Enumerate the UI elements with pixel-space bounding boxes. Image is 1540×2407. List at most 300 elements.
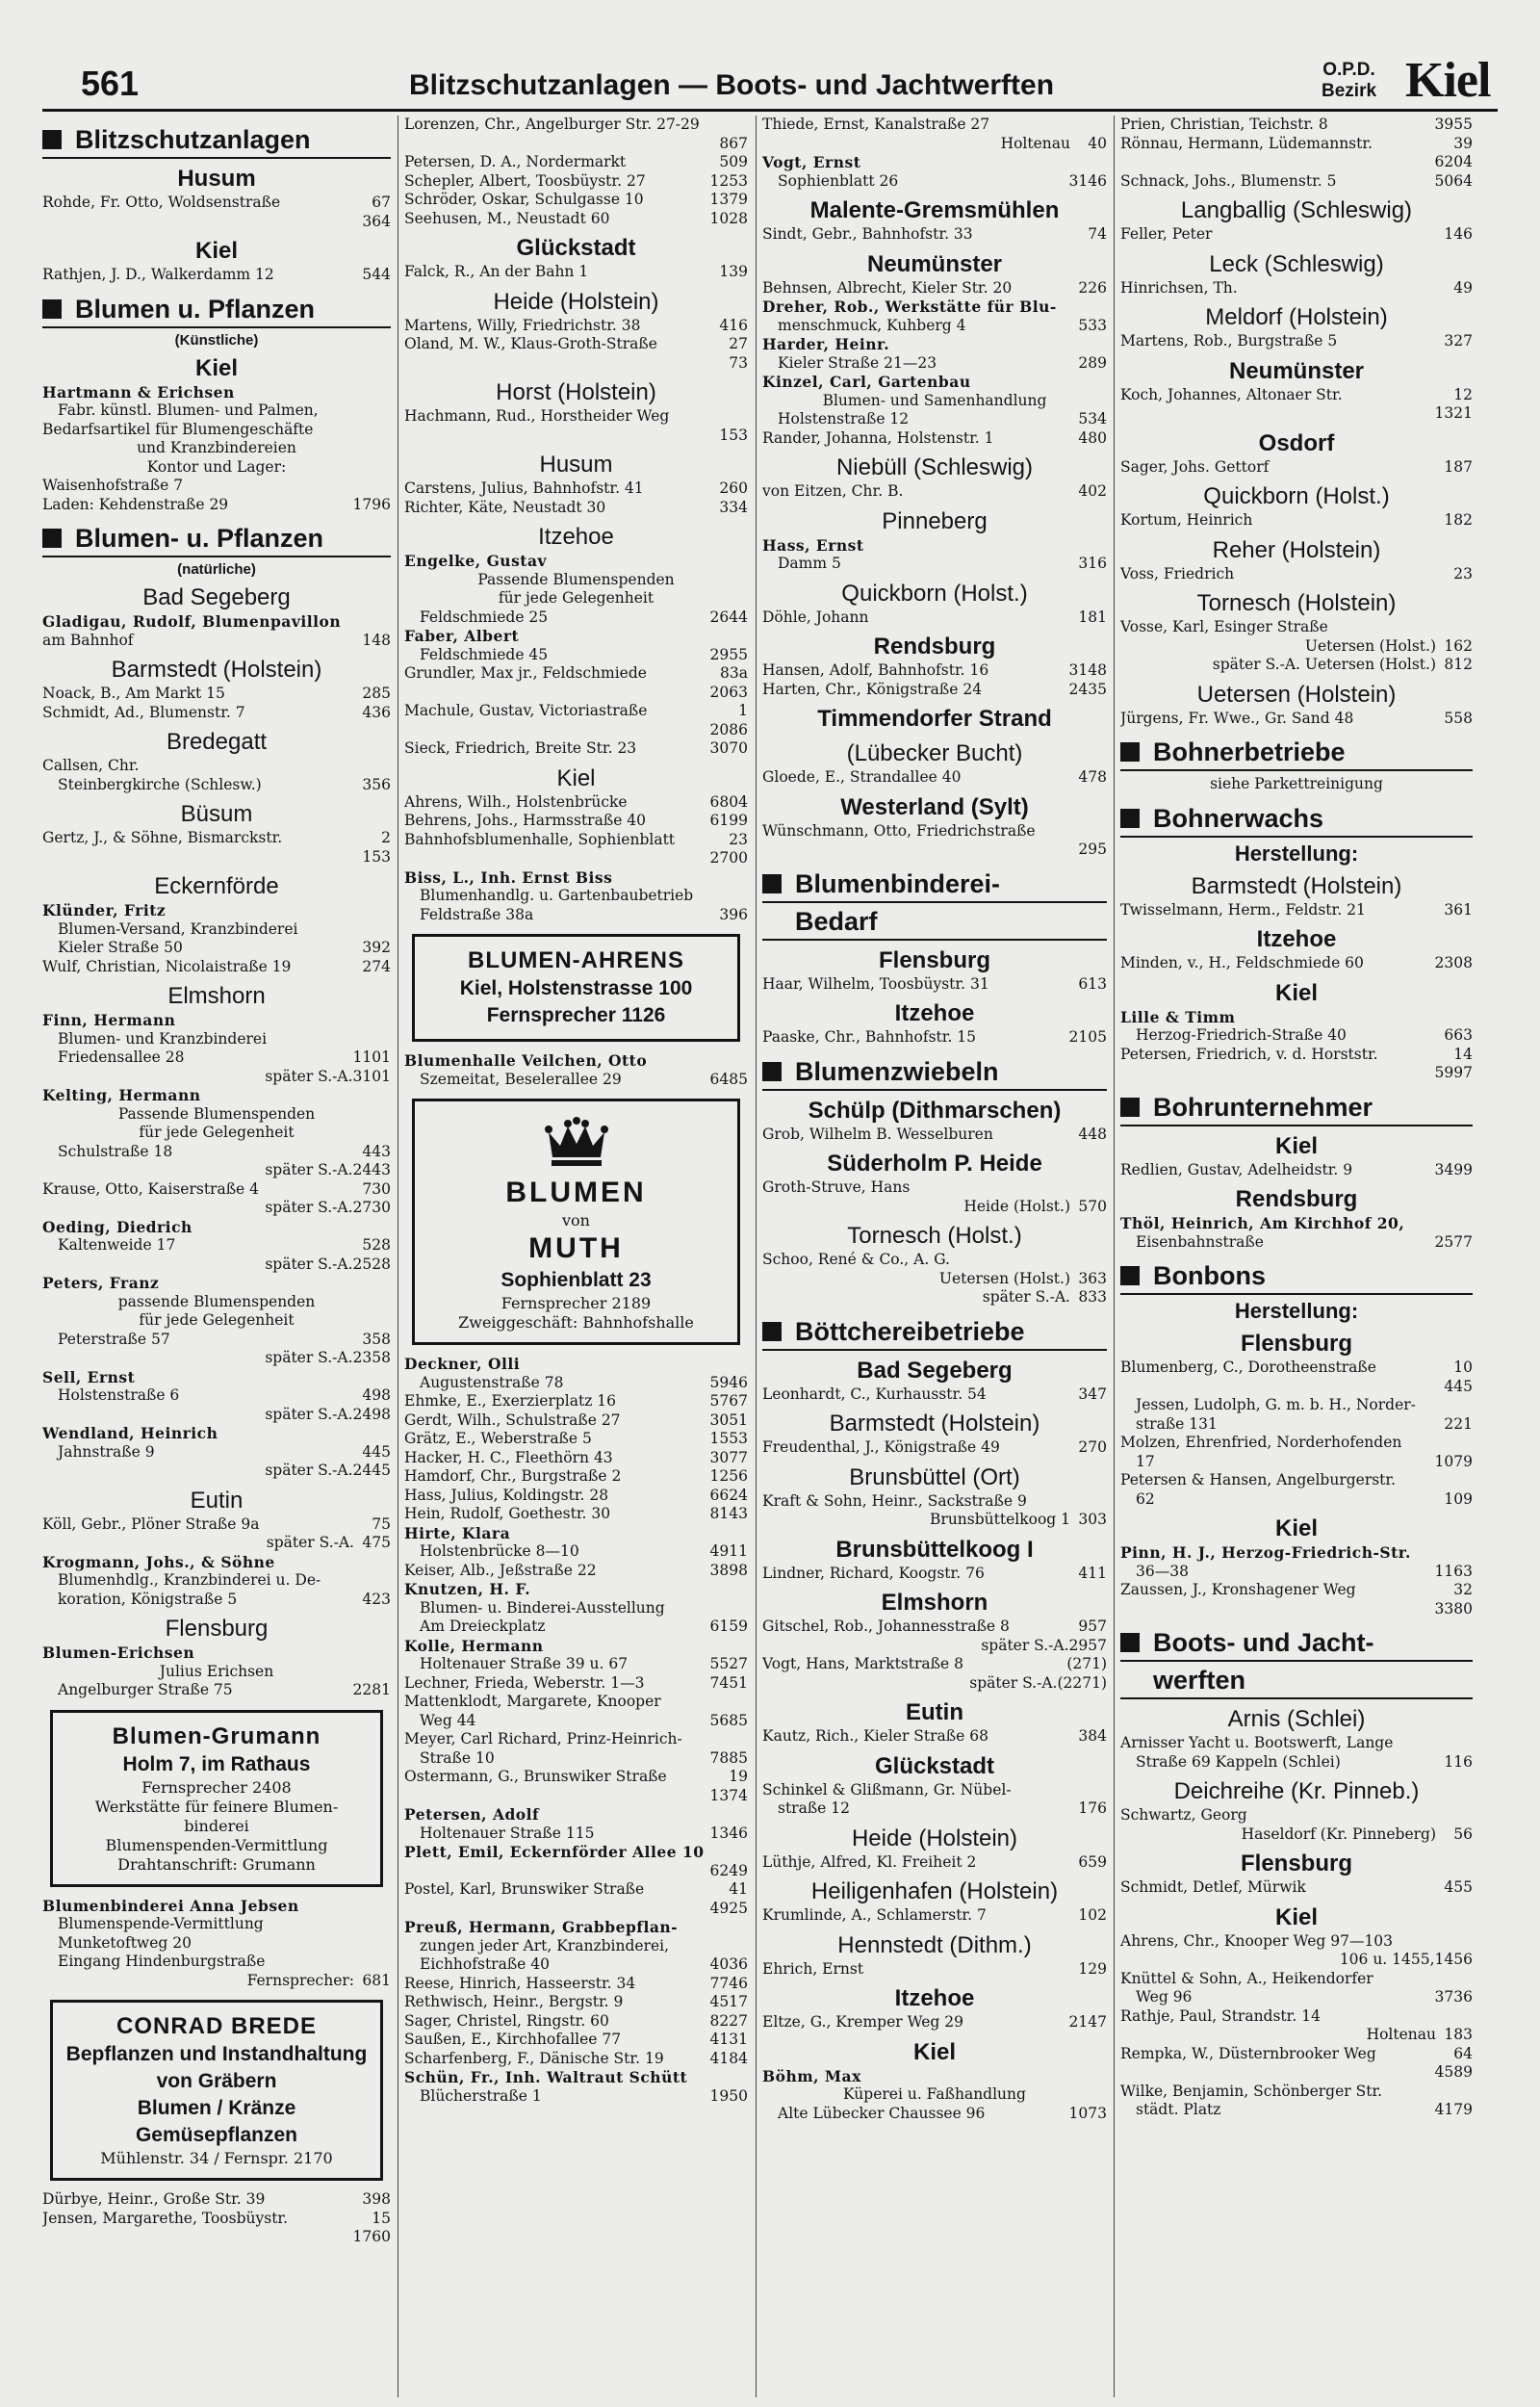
phone-number: 73 bbox=[729, 353, 748, 372]
column-divider bbox=[1114, 116, 1115, 2397]
town-heading: Reher (Holstein) bbox=[1212, 536, 1381, 563]
listing-line bbox=[1120, 1988, 1473, 2007]
phone-number: 4517 bbox=[709, 1993, 748, 2010]
listing-line bbox=[404, 1975, 748, 1994]
listing-line bbox=[1120, 1563, 1473, 1582]
listing-text: Blumenspende-Vermittlung bbox=[58, 1915, 264, 1932]
town-heading: Elmshorn bbox=[167, 983, 266, 1009]
listing-text: Rathje, Paul, Strandstr. 14 bbox=[1120, 2006, 1321, 2025]
listing-text: Sager, Johs. Gettorf bbox=[1120, 457, 1270, 476]
phone-number: 443 bbox=[362, 1142, 391, 1160]
listing-line bbox=[404, 210, 748, 229]
phone-number: 41 bbox=[729, 1880, 748, 1898]
ad-line: Gemüsepflanzen bbox=[135, 2124, 298, 2146]
listing-line bbox=[42, 1199, 391, 1218]
listing-line bbox=[42, 1218, 391, 1237]
phone-number: 270 bbox=[1078, 1438, 1107, 1456]
listing-line bbox=[762, 172, 1107, 192]
listing-line bbox=[404, 2050, 748, 2069]
phone-number: 40 bbox=[1088, 134, 1107, 152]
phone-number: 67 bbox=[372, 194, 391, 211]
section-title: Bohnerbetriebe bbox=[1153, 738, 1346, 766]
listing-line bbox=[1120, 565, 1473, 584]
listing-line bbox=[762, 1198, 1107, 1217]
listing-line bbox=[404, 1487, 748, 1506]
listing-line bbox=[762, 1637, 1107, 1656]
listing-line bbox=[42, 1236, 391, 1255]
listing-line bbox=[42, 704, 391, 723]
phone-number: 129 bbox=[1078, 1959, 1107, 1978]
listing-line bbox=[42, 1424, 391, 1443]
listing-text: Kontor und Lager: bbox=[146, 457, 287, 476]
town-heading: Eutin bbox=[906, 1699, 963, 1725]
listing-line bbox=[1120, 637, 1473, 657]
listing-line bbox=[762, 1270, 1107, 1289]
phone-number: 1079 bbox=[1434, 1452, 1473, 1470]
listing-line bbox=[1120, 1434, 1473, 1453]
town-heading: Eutin bbox=[190, 1487, 244, 1514]
listing-text: Martens, Willy, Friedrichstr. 38 bbox=[404, 316, 641, 334]
phone-number: 75 bbox=[372, 1514, 391, 1533]
phone-number: 316 bbox=[1078, 555, 1107, 572]
listing-line bbox=[1120, 172, 1473, 192]
phone-number: 3380 bbox=[1434, 1599, 1473, 1618]
ad-line: Zweiggeschäft: Bahnhofshalle bbox=[458, 1313, 694, 1332]
phone-number: 5997 bbox=[1434, 1064, 1473, 1081]
phone-number: 5527 bbox=[709, 1655, 748, 1672]
phone-number: 303 bbox=[1078, 1511, 1107, 1528]
listing-line bbox=[42, 496, 391, 515]
listing-text: Feldschmiede 25 bbox=[420, 608, 549, 626]
listing-text: Engelke, Gustav bbox=[404, 552, 548, 570]
listing-text: Postel, Karl, Brunswiker Straße bbox=[404, 1880, 645, 1898]
listing-text: Kelting, Hermann bbox=[42, 1086, 201, 1104]
listing-line bbox=[1120, 2083, 1473, 2102]
listing-line bbox=[1120, 1600, 1473, 1619]
town-heading: Glückstadt bbox=[874, 1752, 995, 1779]
town-heading: Arnis (Schlei) bbox=[1227, 1706, 1366, 1732]
listing-text: Biss, L., Inh. Ernst Biss bbox=[404, 867, 613, 887]
listing-line bbox=[42, 1591, 391, 1610]
listing-text: Freudenthal, J., Königstraße 49 bbox=[762, 1438, 1000, 1456]
listing-line bbox=[42, 757, 391, 776]
listing-line bbox=[762, 1385, 1107, 1405]
listing-line bbox=[762, 482, 1107, 502]
phone-number: 2577 bbox=[1434, 1232, 1473, 1251]
listing-text: Ahrens, Wilh., Holstenbrücke bbox=[404, 792, 628, 811]
listing-text: Feldschmiede 45 bbox=[420, 645, 549, 663]
listing-text: Schoo, René & Co., A. G. bbox=[762, 1251, 950, 1268]
listing-line bbox=[1120, 710, 1473, 729]
listing-line bbox=[1120, 511, 1473, 531]
phone-number: 74 bbox=[1088, 225, 1107, 243]
listing-text: später S.-A. bbox=[265, 1199, 353, 1216]
phone-number: 5767 bbox=[709, 1392, 748, 1410]
ad-line: MUTH bbox=[528, 1232, 624, 1264]
listing-line bbox=[762, 681, 1107, 700]
listing-line bbox=[762, 279, 1107, 298]
phone-number: 64 bbox=[1453, 2044, 1473, 2062]
town-heading: Flensburg bbox=[878, 946, 990, 973]
listing-text: Augustenstraße 78 bbox=[420, 1373, 564, 1391]
listing-line bbox=[1120, 656, 1473, 675]
listing-text: Schün, Fr., Inh. Waltraut Schütt bbox=[404, 2068, 688, 2086]
phone-number: 10 bbox=[1453, 1359, 1473, 1376]
phone-number: 480 bbox=[1078, 428, 1107, 447]
phone-number: 1073 bbox=[1068, 2104, 1107, 2122]
listing-text: Gladigau, Rudolf, Blumenpavillon bbox=[42, 612, 342, 631]
phone-number: 475 bbox=[362, 1534, 391, 1551]
listing-line bbox=[762, 2105, 1107, 2124]
listing-text: Sieck, Friedrich, Breite Str. 23 bbox=[404, 739, 637, 757]
section-title: Blumenbinderei- bbox=[795, 868, 1001, 898]
phone-number: 102 bbox=[1078, 1906, 1107, 1924]
section-marker-icon bbox=[1120, 1266, 1140, 1285]
town-heading: Husum bbox=[539, 452, 613, 478]
listing-line bbox=[404, 1524, 748, 1543]
phone-number: 23 bbox=[729, 830, 748, 848]
listing-line bbox=[42, 1462, 391, 1481]
listing-line bbox=[404, 135, 748, 154]
running-title: Blitzschutzanlagen — Boots- und Jachtwerften bbox=[409, 69, 1055, 101]
listing-text: Damm 5 bbox=[778, 555, 841, 572]
listing-line bbox=[404, 887, 748, 906]
phone-number: 3146 bbox=[1068, 171, 1107, 190]
section-heading bbox=[762, 869, 1107, 903]
section-heading bbox=[1120, 738, 1473, 771]
phone-number: 3499 bbox=[1434, 1160, 1473, 1178]
listing-line bbox=[42, 383, 391, 402]
phone-number: 3077 bbox=[709, 1448, 748, 1466]
phone-number: 6485 bbox=[709, 1070, 748, 1088]
phone-number: 6204 bbox=[1434, 153, 1473, 170]
listing-line bbox=[1120, 2045, 1473, 2064]
ad-line: BLUMEN bbox=[505, 1177, 647, 1208]
phone-number: 423 bbox=[362, 1590, 391, 1608]
phone-number: 445 bbox=[1444, 1377, 1473, 1395]
phone-number: 260 bbox=[719, 479, 748, 497]
listing-line bbox=[404, 702, 748, 721]
listing-text: Heide (Holst.) bbox=[963, 1197, 1070, 1215]
listing-text: Munketoftweg 20 bbox=[58, 1933, 192, 1952]
phone-number: 347 bbox=[1078, 1385, 1107, 1403]
listing-line bbox=[1120, 225, 1473, 245]
listing-text: Schmidt, Detlef, Mürwik bbox=[1120, 1878, 1306, 1896]
ad-line: Bepflanzen und Instandhaltung bbox=[65, 2043, 368, 2065]
town-heading: Glückstadt bbox=[516, 235, 636, 261]
listing-text: später S.-A. bbox=[265, 1255, 353, 1273]
phone-number: 2443 bbox=[352, 1161, 391, 1178]
listing-line bbox=[42, 1571, 391, 1591]
listing-text: Knutzen, H. F. bbox=[404, 1580, 531, 1598]
listing-line bbox=[42, 1915, 391, 1934]
listing-text: Knüttel & Sohn, A., Heikendorfer bbox=[1120, 1969, 1373, 1987]
listing-line bbox=[1120, 1753, 1473, 1773]
listing-text: Minden, v., H., Feldschmiede 60 bbox=[1120, 954, 1364, 971]
listing-line bbox=[404, 571, 748, 590]
listing-text: Behrens, Johs., Harmsstraße 40 bbox=[404, 812, 647, 829]
listing-text: Friedensallee 28 bbox=[58, 1048, 185, 1066]
listing-text: Gertz, J., & Söhne, Bismarckstr. bbox=[42, 829, 283, 846]
phone-number: 2358 bbox=[352, 1349, 391, 1366]
town-heading: Flensburg bbox=[1240, 1331, 1352, 1357]
listing-text: Hartmann & Erichsen bbox=[42, 382, 235, 401]
listing-line bbox=[1120, 1825, 1473, 1845]
phone-number: 528 bbox=[362, 1236, 391, 1254]
listing-line bbox=[42, 1515, 391, 1535]
phone-number: 226 bbox=[1078, 278, 1107, 297]
listing-line bbox=[762, 1655, 1107, 1674]
listing-text: Feldstraße 38a bbox=[420, 905, 534, 923]
listing-line bbox=[42, 1663, 391, 1682]
phone-number: 8227 bbox=[709, 2011, 748, 2030]
listing-line bbox=[1120, 1490, 1473, 1510]
listing-line bbox=[42, 1124, 391, 1143]
section-marker-icon bbox=[762, 874, 782, 893]
listing-text: Wünschmann, Otto, Friedrichstraße bbox=[762, 821, 1036, 840]
phone-number: 361 bbox=[1444, 900, 1473, 919]
listing-line bbox=[404, 263, 748, 282]
column-divider bbox=[756, 116, 757, 2397]
subsection-heading: Herstellung: bbox=[1234, 841, 1359, 866]
phone-number: 730 bbox=[362, 1179, 391, 1198]
listing-line bbox=[42, 848, 391, 867]
listing-line bbox=[42, 1386, 391, 1406]
phone-number: 364 bbox=[362, 212, 391, 230]
listing-text: Falck, R., An der Bahn 1 bbox=[404, 263, 589, 280]
phone-number: 3955 bbox=[1434, 116, 1473, 133]
town-heading: Tornesch (Holstein) bbox=[1196, 590, 1397, 616]
listing-text: Deckner, Olli bbox=[404, 1355, 521, 1373]
listing-line bbox=[42, 1143, 391, 1162]
listing-text: Ehmke, E., Exerzierplatz 16 bbox=[404, 1392, 617, 1410]
listing-line bbox=[762, 2013, 1107, 2032]
listing-line bbox=[762, 608, 1107, 628]
listing-line bbox=[42, 612, 391, 632]
section-marker-icon bbox=[42, 299, 62, 319]
listing-line bbox=[1120, 2063, 1473, 2083]
town-heading: Quickborn (Holst.) bbox=[1203, 483, 1390, 509]
listing-line bbox=[1120, 1453, 1473, 1472]
listing-line bbox=[404, 427, 748, 446]
phone-number: 812 bbox=[1444, 656, 1473, 673]
listing-text: Vogt, Hans, Marktstraße 8 bbox=[762, 1655, 963, 1672]
phone-number: 6624 bbox=[709, 1486, 748, 1504]
phone-number: 2105 bbox=[1068, 1028, 1107, 1046]
phone-number: 5064 bbox=[1434, 171, 1473, 190]
phone-number: 23 bbox=[1453, 564, 1473, 582]
listing-line bbox=[42, 901, 391, 920]
listing-text: Lüthje, Alfred, Kl. Freiheit 2 bbox=[762, 1852, 977, 1871]
listing-text: Blumenbinderei Anna Jebsen bbox=[42, 1896, 299, 1915]
listing-line bbox=[762, 1438, 1107, 1458]
phone-number: 1456 bbox=[1434, 1951, 1473, 1968]
listing-text: Saußen, E., Kirchhofallee 77 bbox=[404, 2031, 622, 2048]
listing-text: Jürgens, Fr. Wwe., Gr. Sand 48 bbox=[1120, 709, 1354, 727]
listing-text: Gitschel, Rob., Johannesstraße 8 bbox=[762, 1618, 1010, 1635]
ad-line: Sophienblatt 23 bbox=[500, 1269, 652, 1291]
listing-line bbox=[42, 477, 391, 496]
advertisement-box bbox=[50, 1710, 383, 1887]
phone-number: 3070 bbox=[709, 739, 748, 757]
listing-text: Finn, Hermann bbox=[42, 1011, 176, 1029]
town-heading: Tornesch (Holst.) bbox=[847, 1223, 1022, 1249]
town-heading: Meldorf (Holstein) bbox=[1205, 304, 1388, 330]
listing-text: Julius Erichsen bbox=[159, 1662, 274, 1680]
town-heading: Itzehoe bbox=[538, 524, 614, 550]
listing-text: später S.-A. bbox=[981, 1636, 1069, 1654]
listing-text: Sager, Christel, Ringstr. 60 bbox=[404, 2011, 609, 2030]
ad-line: von Gräbern bbox=[156, 2070, 277, 2092]
phone-number: 867 bbox=[719, 134, 748, 152]
phone-number: 1256 bbox=[709, 1467, 748, 1485]
listing-text: Kolle, Hermann bbox=[404, 1636, 544, 1655]
listing-text: Koch, Johannes, Altonaer Str. bbox=[1120, 385, 1343, 403]
listing-line bbox=[42, 2190, 391, 2210]
listing-line bbox=[762, 116, 1107, 135]
town-heading: Kiel bbox=[1274, 1515, 1318, 1541]
phone-number: 182 bbox=[1444, 511, 1473, 529]
listing-line bbox=[762, 1727, 1107, 1747]
listing-line bbox=[762, 392, 1107, 411]
listing-line bbox=[1120, 404, 1473, 424]
phone-number: 56 bbox=[1453, 1825, 1473, 1843]
listing-text: Blumenhalle Veilchen, Otto bbox=[404, 1051, 648, 1070]
listing-text: Holstenstraße 6 bbox=[58, 1386, 180, 1404]
listing-line bbox=[1120, 1396, 1473, 1415]
listing-line bbox=[404, 1449, 748, 1468]
phone-number: 2281 bbox=[352, 1681, 391, 1698]
listing-text: Schnack, Johs., Blumenstr. 5 bbox=[1120, 171, 1337, 190]
phone-number: 1553 bbox=[709, 1430, 748, 1447]
listing-text: Voss, Friedrich bbox=[1120, 564, 1235, 582]
listing-text: Sophienblatt 26 bbox=[778, 171, 899, 190]
listing-text: Blumen- und Samenhandlung bbox=[822, 391, 1047, 409]
listing-line bbox=[404, 1862, 748, 1881]
town-heading: Hennstedt (Dithm.) bbox=[837, 1931, 1032, 1958]
listing-line bbox=[42, 1311, 391, 1331]
listing-text: später S.-A. bbox=[265, 1462, 353, 1479]
listing-text: Krogmann, Johs., & Söhne bbox=[42, 1552, 275, 1571]
phone-number: 7451 bbox=[709, 1673, 748, 1692]
region-name: Kiel bbox=[1405, 53, 1491, 108]
listing-text: Holtenauer Straße 115 bbox=[420, 1824, 595, 1842]
phone-number: 148 bbox=[362, 631, 391, 649]
listing-line bbox=[404, 116, 748, 135]
town-heading: Brunsbüttelkoog I bbox=[835, 1536, 1034, 1563]
listing-text: Hirte, Klara bbox=[404, 1523, 511, 1542]
listing-line bbox=[42, 266, 391, 285]
listing-line bbox=[42, 439, 391, 458]
phone-number: 392 bbox=[362, 939, 391, 956]
phone-number: 1760 bbox=[352, 2228, 391, 2245]
phone-number: 2 bbox=[381, 829, 391, 846]
listing-line bbox=[404, 1355, 748, 1374]
phone-number: 83a bbox=[720, 664, 748, 682]
listing-text: Kieler Straße 21—23 bbox=[778, 353, 937, 372]
listing-text: Oeding, Diedrich bbox=[42, 1217, 192, 1236]
listing-line bbox=[404, 627, 748, 646]
listing-text: Hinrichsen, Th. bbox=[1120, 278, 1238, 297]
listing-text: Petersen, Adolf bbox=[404, 1805, 540, 1824]
listing-line bbox=[404, 1071, 748, 1090]
listing-line bbox=[1120, 458, 1473, 478]
phone-number: 6804 bbox=[709, 792, 748, 811]
phone-number: 27 bbox=[729, 335, 748, 352]
phone-number: 570 bbox=[1078, 1197, 1107, 1215]
ad-line: Holm 7, im Rathaus bbox=[122, 1752, 311, 1775]
section-marker-icon bbox=[42, 130, 62, 149]
town-heading: Heide (Holstein) bbox=[851, 1825, 1018, 1851]
listing-text: Hacker, H. C., Fleethörn 43 bbox=[404, 1448, 613, 1466]
listing-line bbox=[1120, 135, 1473, 154]
phone-number: 398 bbox=[362, 2190, 391, 2208]
phone-number: 4925 bbox=[709, 1899, 748, 1917]
phone-number: 478 bbox=[1078, 768, 1107, 786]
listing-line bbox=[42, 632, 391, 651]
phone-number: 833 bbox=[1078, 1288, 1107, 1306]
listing-line bbox=[42, 1443, 391, 1462]
section-heading bbox=[42, 125, 391, 159]
listing-text: Weg 44 bbox=[420, 1711, 476, 1729]
listing-text: Preuß, Hermann, Grabbepflan- bbox=[404, 1918, 679, 1936]
listing-line bbox=[404, 1674, 748, 1694]
column-3 bbox=[762, 116, 1107, 2397]
town-heading: Kiel bbox=[912, 2038, 956, 2065]
listing-text: Angelburger Straße 75 bbox=[58, 1681, 233, 1698]
listing-line bbox=[404, 335, 748, 354]
listing-line bbox=[42, 213, 391, 232]
listing-text: Lindner, Richard, Koogstr. 76 bbox=[762, 1564, 985, 1582]
listing-line bbox=[404, 1467, 748, 1487]
phone-number: 663 bbox=[1444, 1026, 1473, 1044]
listing-text: Peters, Franz bbox=[42, 1274, 160, 1292]
listing-line bbox=[1120, 1161, 1473, 1180]
listing-text: Küperei u. Faßhandlung bbox=[843, 2085, 1026, 2103]
phone-number: 153 bbox=[362, 847, 391, 866]
listing-line bbox=[1120, 1233, 1473, 1253]
phone-number: 4911 bbox=[709, 1542, 748, 1560]
listing-text: Uetersen (Holst.) bbox=[938, 1269, 1070, 1287]
listing-text: Jensen, Margarethe, Toosbüystr. bbox=[42, 2209, 289, 2227]
phone-number: 116 bbox=[1444, 1752, 1473, 1771]
ad-line: Blumen-Grumann bbox=[112, 1722, 321, 1749]
listing-line bbox=[404, 172, 748, 192]
listing-line bbox=[1120, 1026, 1473, 1046]
listing-text: Groth-Struve, Hans bbox=[762, 1178, 911, 1196]
listing-line bbox=[1120, 1806, 1473, 1825]
phone-number: 402 bbox=[1078, 482, 1107, 500]
listing-text: Gerdt, Wilh., Schulstraße 27 bbox=[404, 1411, 621, 1429]
listing-line bbox=[762, 373, 1107, 392]
listing-line bbox=[762, 536, 1107, 556]
listing-line bbox=[404, 479, 748, 499]
town-heading: Malente-Gremsmühlen bbox=[809, 197, 1060, 223]
listing-text: Waisenhofstraße 7 bbox=[42, 477, 184, 494]
phone-number: 2955 bbox=[709, 645, 748, 663]
phone-number: 534 bbox=[1078, 410, 1107, 427]
phone-number: 4036 bbox=[709, 1955, 748, 1973]
listing-text: Grundler, Max jr., Feldschmiede bbox=[404, 664, 647, 682]
phone-number: 681 bbox=[362, 1971, 391, 1989]
phone-number: 1163 bbox=[1434, 1562, 1473, 1580]
listing-text: Herzog-Friedrich-Straße 40 bbox=[1136, 1026, 1347, 1044]
listing-line bbox=[42, 1293, 391, 1312]
listing-text: 17 bbox=[1136, 1452, 1155, 1470]
listing-line bbox=[42, 458, 391, 478]
phone-number: 2308 bbox=[1434, 954, 1473, 971]
section-subtitle: (natürliche) bbox=[177, 561, 256, 578]
